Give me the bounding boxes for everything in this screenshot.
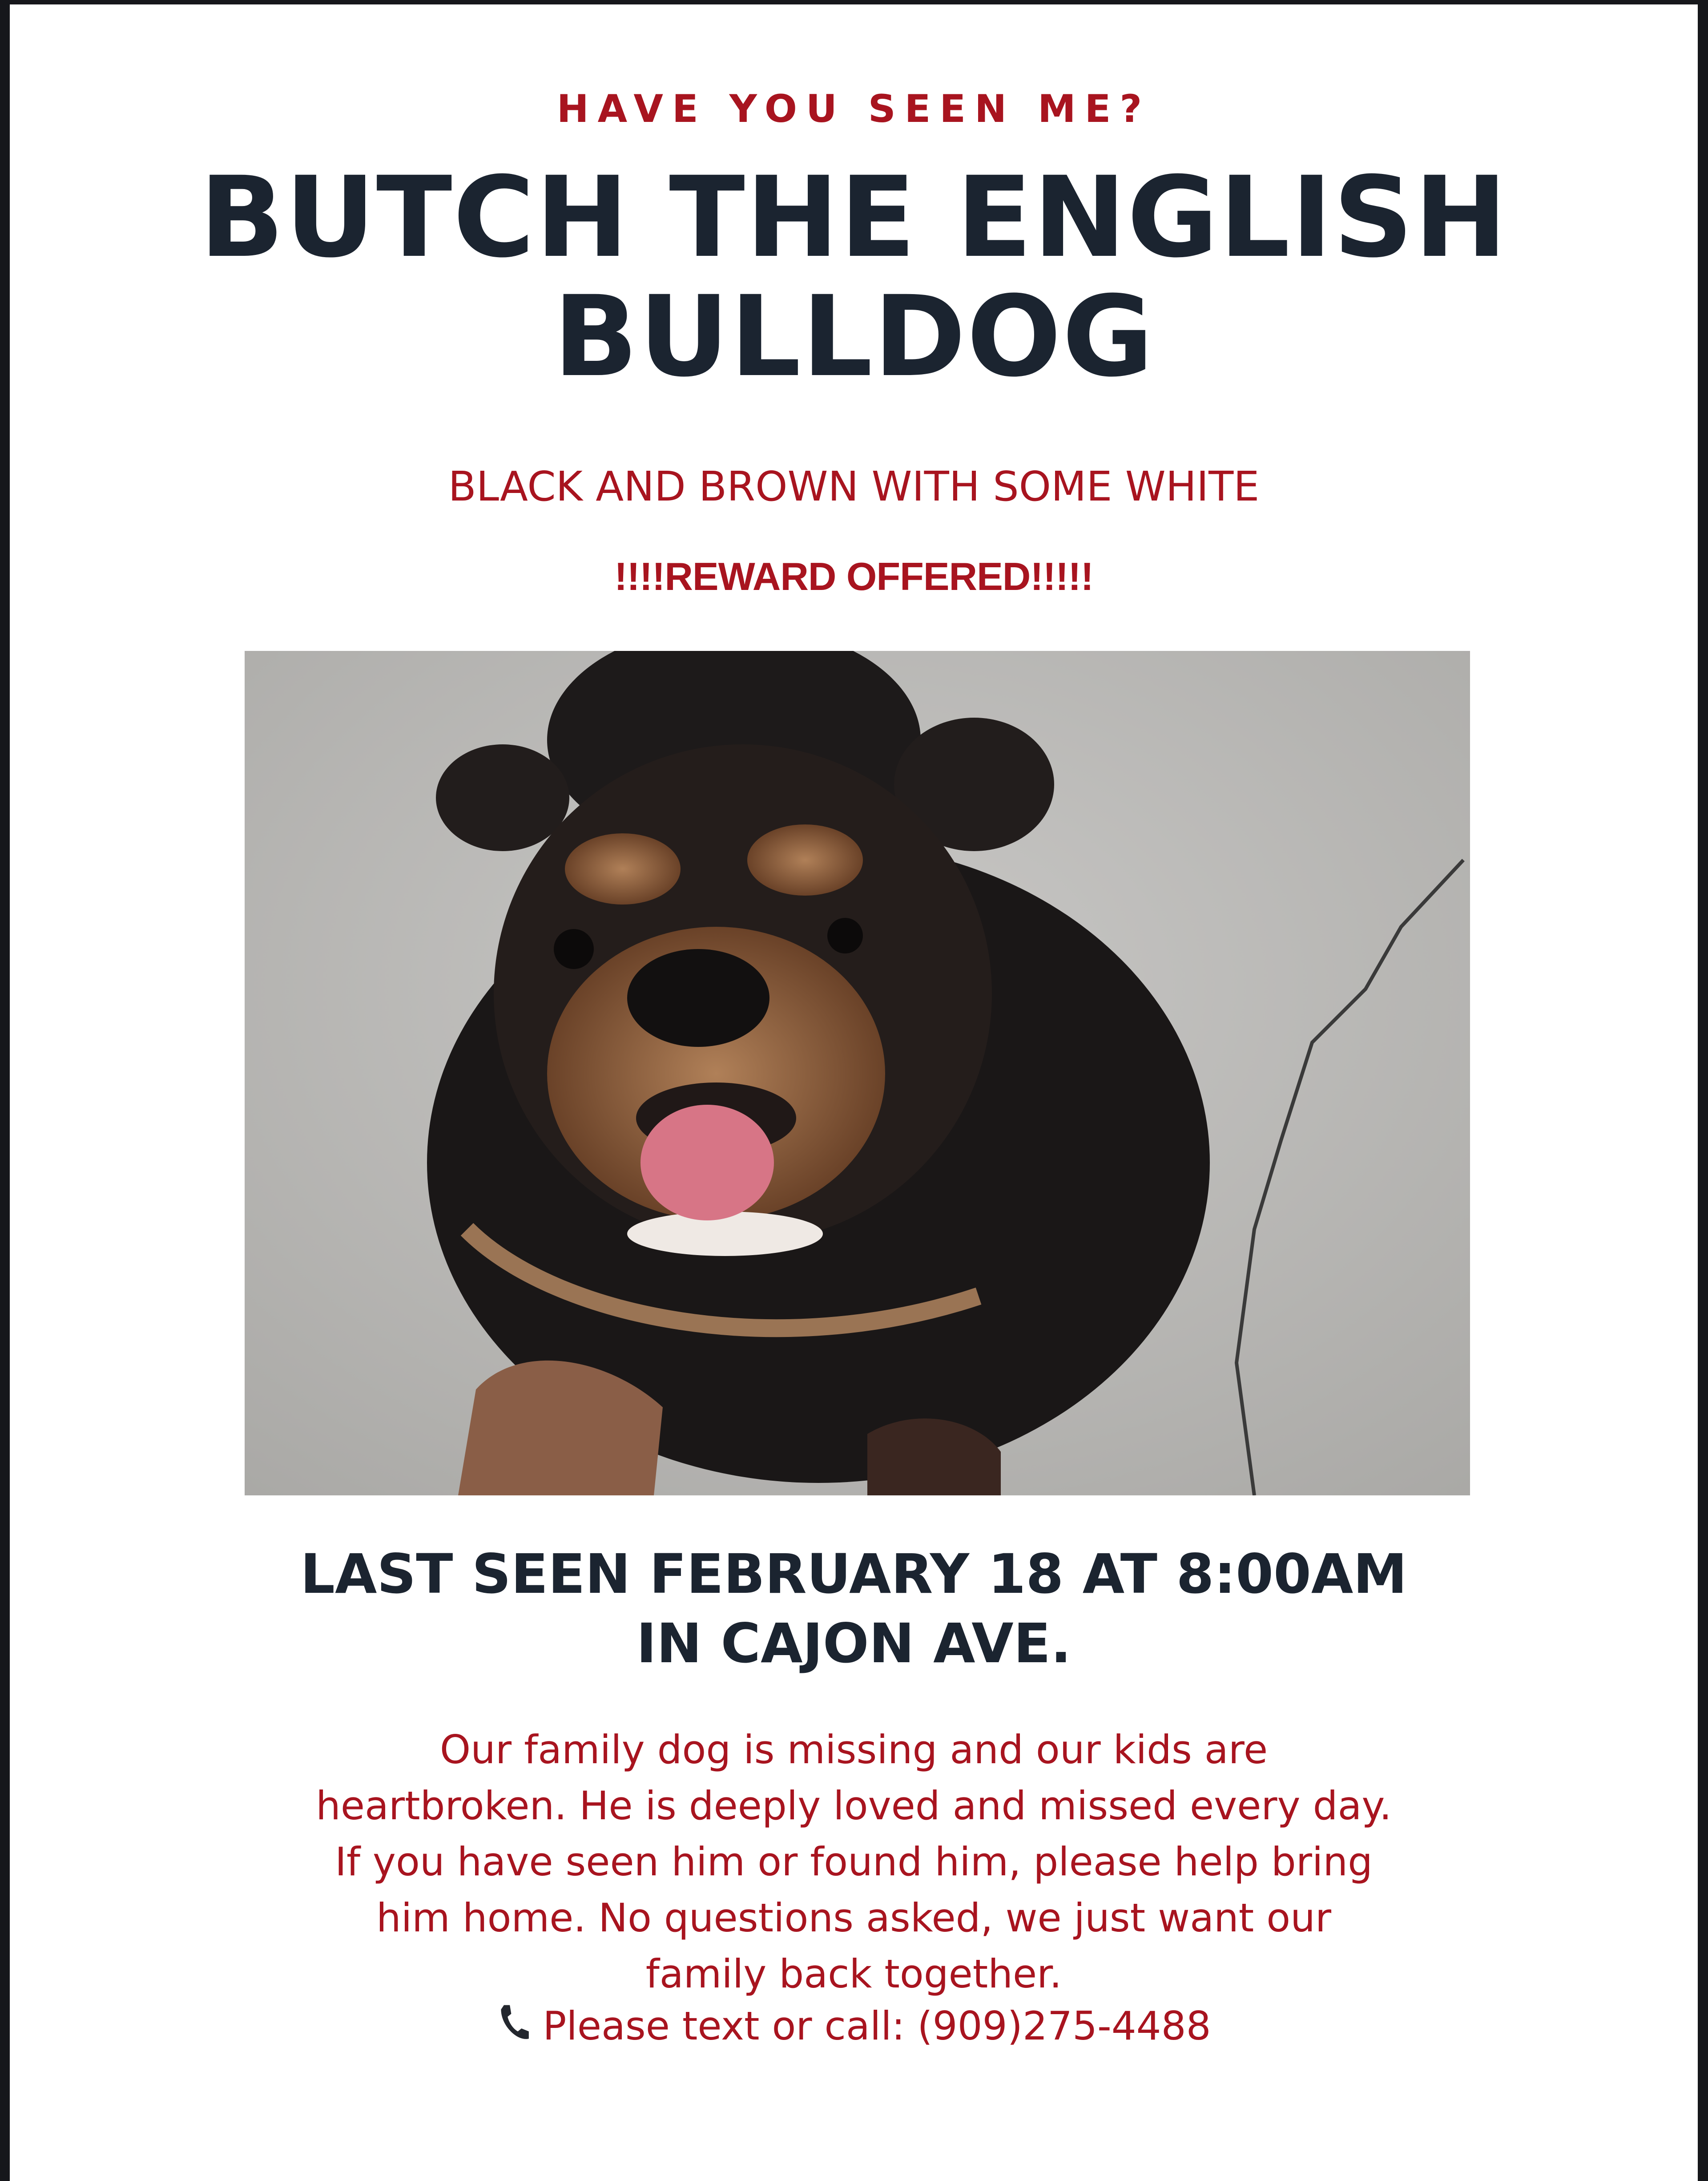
last-seen-line-2: IN CAJON AVE. [636, 1612, 1072, 1675]
contact-line [10, 2002, 1698, 2049]
kicker-text: HAVE YOU SEEN ME? [556, 87, 1151, 131]
last-seen-info [10, 1539, 1698, 1678]
contact-text: Please text or call: (909)275-4488 [543, 2003, 1211, 2049]
title-line-1: BUTCH THE ENGLISH [199, 153, 1508, 282]
message-paragraph [10, 1722, 1698, 2002]
message-line: Our family dog is missing and our kids are [439, 1727, 1268, 1773]
title-line-2: BULLDOG [553, 272, 1155, 401]
dog-description: BLACK AND BROWN WITH SOME WHITE [448, 463, 1260, 510]
page-title [10, 153, 1698, 401]
dog-photo [245, 651, 1470, 1495]
message-line: If you have seen him or found him, please help bring [335, 1839, 1373, 1885]
phone-icon [496, 2002, 532, 2043]
last-seen-line-1: LAST SEEN FEBRUARY 18 AT 8:00AM [300, 1543, 1407, 1606]
message-line: heartbroken. He is deeply loved and missed every day. [316, 1783, 1392, 1829]
reward-notice: !!!!REWARD OFFERED!!!!! [614, 554, 1093, 598]
message-line: family back together. [645, 1951, 1062, 1997]
flyer-page [10, 4, 1698, 2181]
message-line: him home. No questions asked, we just want our [376, 1895, 1332, 1941]
